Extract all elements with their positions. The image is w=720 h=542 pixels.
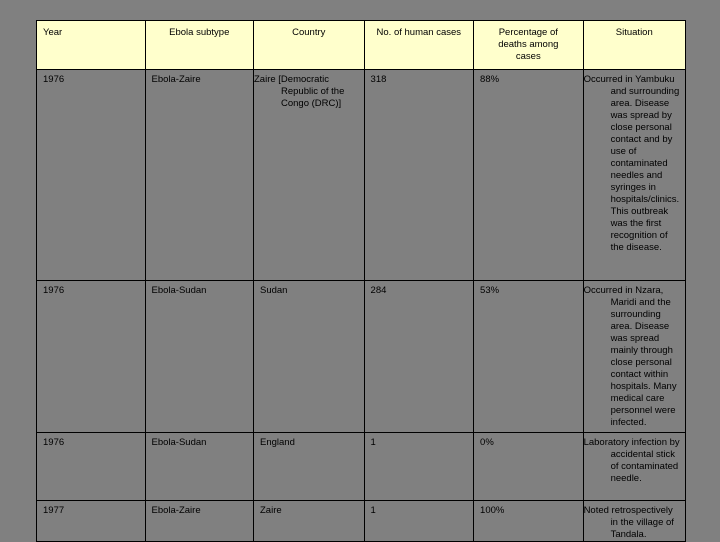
cell-country: Zaire <box>254 501 365 542</box>
cell-year: 1976 <box>37 70 146 281</box>
cell-country: Sudan <box>254 281 365 433</box>
cell-death-percentage: 88% <box>474 70 584 281</box>
cell-death-percentage: 53% <box>474 281 584 433</box>
cell-situation: Occurred in Nzara, Maridi and the surrounding area. Disease was spread mainly through close personal contact within hospitals. Many medical care personnel were infected. <box>583 281 685 433</box>
ebola-outbreaks-table <box>36 20 686 542</box>
cell-year: 1977 <box>37 501 146 542</box>
cell-country: England <box>254 433 365 501</box>
header-human-cases: No. of human cases <box>364 21 474 70</box>
cell-year: 1976 <box>37 281 146 433</box>
header-situation: Situation <box>583 21 685 70</box>
cell-death-percentage: 0% <box>474 433 584 501</box>
cell-cases: 1 <box>364 433 474 501</box>
header-year: Year <box>37 21 146 70</box>
cell-situation: Occurred in Yambuku and surrounding area. Disease was spread by close personal contact and by use of contaminated needles and syringes in hospitals/clinics. This outbreak was the first recognition of the disease. <box>583 70 685 281</box>
cell-subtype: Ebola-Zaire <box>145 70 254 281</box>
table-row <box>37 281 686 433</box>
table-row <box>37 70 686 281</box>
cell-subtype: Ebola-Sudan <box>145 433 254 501</box>
cell-year: 1976 <box>37 433 146 501</box>
cell-death-percentage: 100% <box>474 501 584 542</box>
cell-subtype: Ebola-Zaire <box>145 501 254 542</box>
cell-situation: Noted retrospectively in the village of Tandala. <box>583 501 685 542</box>
header-country: Country <box>254 21 365 70</box>
cell-cases: 318 <box>364 70 474 281</box>
header-ebola-subtype: Ebola subtype <box>145 21 254 70</box>
table-row <box>37 433 686 501</box>
header-death-percentage: Percentage of deaths among cases <box>474 21 584 70</box>
cell-cases: 1 <box>364 501 474 542</box>
cell-cases: 284 <box>364 281 474 433</box>
cell-country: Zaire [Democratic Republic of the Congo (DRC)] <box>254 70 365 281</box>
table-header-row <box>37 21 686 70</box>
cell-situation: Laboratory infection by accidental stick of contaminated needle. <box>583 433 685 501</box>
table-row <box>37 501 686 542</box>
cell-subtype: Ebola-Sudan <box>145 281 254 433</box>
